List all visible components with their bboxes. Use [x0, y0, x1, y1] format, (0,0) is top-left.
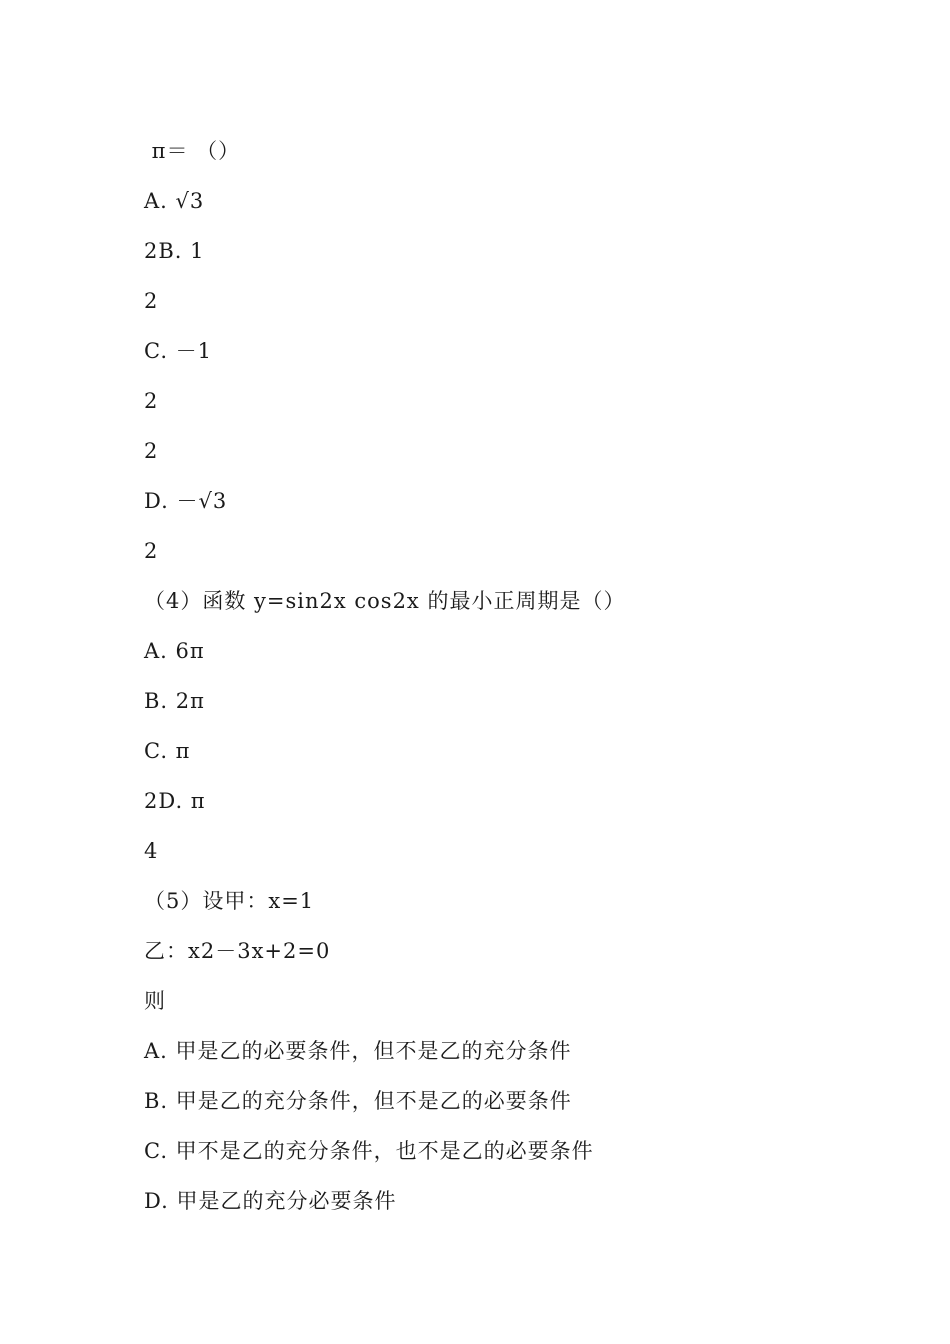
- question-3-option-b: 2B. 1: [144, 239, 205, 263]
- question-3-option-c: C. －1: [144, 339, 213, 363]
- question-5-stem: （5）设甲：x=1: [144, 889, 315, 913]
- question-5-option-c: C. 甲不是乙的充分条件，也不是乙的必要条件: [144, 1139, 594, 1163]
- question-4-option-d: 2D. π: [144, 789, 206, 813]
- question-3-option-b-denominator: 2: [144, 289, 159, 313]
- question-3-stem-tail: π＝ （）: [144, 139, 241, 163]
- question-4-option-b: B. 2π: [144, 689, 205, 713]
- question-4-option-c: C. π: [144, 739, 191, 763]
- question-5-option-a: A. 甲是乙的必要条件，但不是乙的充分条件: [144, 1039, 572, 1063]
- question-5-option-b: B. 甲是乙的充分条件，但不是乙的必要条件: [144, 1089, 572, 1113]
- question-4-stem: （4）函数 y=sin2x cos2x 的最小正周期是（）: [144, 589, 626, 613]
- question-5-condition: 乙：x2－3x+2=0: [144, 939, 331, 963]
- question-3-option-c-denominator: 2: [144, 389, 159, 413]
- question-5-option-d: D. 甲是乙的充分必要条件: [144, 1189, 397, 1213]
- question-3-option-d-denominator: 2: [144, 539, 159, 563]
- question-3-option-a: A. √3: [144, 189, 205, 213]
- question-3-fraction-line: 2: [144, 439, 159, 463]
- question-4-option-d-denominator: 4: [144, 839, 159, 863]
- question-3-option-d: D. －√3: [144, 489, 228, 513]
- question-5-then: 则: [144, 989, 166, 1013]
- question-4-option-a: A. 6π: [144, 639, 205, 663]
